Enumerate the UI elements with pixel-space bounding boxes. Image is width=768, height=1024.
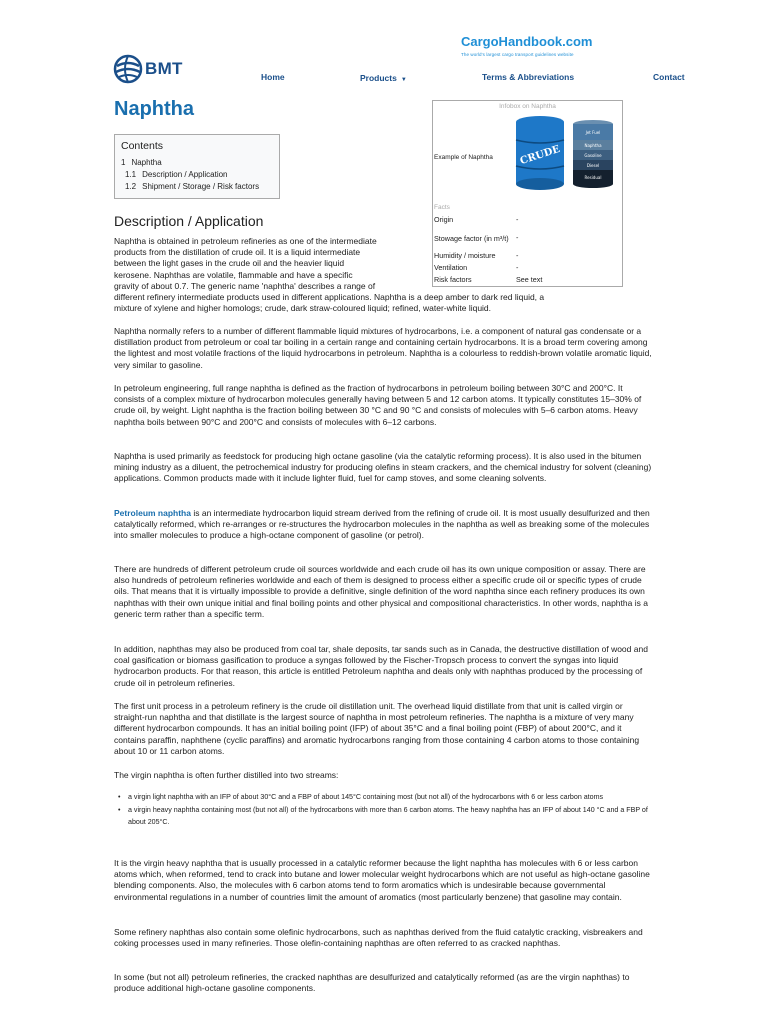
logo-text: BMT: [145, 59, 183, 78]
paragraph-line: different refinery intermediate products used in different applications. Naphtha is a deep amber to dark red liquid, a: [114, 292, 545, 302]
toc-item-description[interactable]: [121, 169, 273, 181]
fact-row-risk: [433, 274, 623, 286]
fact-key: Humidity / moisture: [434, 251, 496, 260]
paragraph-6: There are hundreds of different petroleum crude oil sources worldwide and each crude oil has its own unique composition or assay. There are also hundreds of petroleum refineries worldwide and each of them is designed to process either a specific crude oil or specific types of crude oils. That means that it is virtually impossible to provide a definitive, single definition of the word naphtha since each refinery produces its own naphthas with their own unique initial and final boiling points and other physical and compositional characteristics. In other words, naphtha is a generic term rather than a specific term.: [114, 564, 648, 619]
toc-label: Description / Application: [142, 170, 228, 179]
paragraph-1-intro: [114, 236, 424, 292]
paragraph-8: The first unit process in a petroleum refinery is the crude oil distillation unit. The overhead liquid distillate from that unit is called virgin or straight-run naphtha and that distillate is the largest source of naphtha in most petroleum refineries. The naphtha is a mixture of very many different hydrocarbon compounds. It has an initial boiling point (IFP) of about 35°C and a final boiling point (FBP) of about 200°C, and it contains paraffin, naphthene (cyclic paraffins) and aromatic hydrocarbons ranging from those containing 4 carbon atoms to those containing about 10 or 11 carbon atoms.: [114, 701, 640, 756]
fraction-residual: Residual: [584, 175, 602, 180]
bullet-list: [118, 791, 658, 829]
fact-key: Risk factors: [434, 275, 472, 284]
paragraph-5: [114, 508, 654, 542]
infobox-example-label: Example of Naphtha: [434, 154, 493, 161]
nav-products[interactable]: [360, 73, 407, 83]
fact-value: -: [516, 251, 519, 260]
facts-table: [433, 214, 623, 286]
toc-label: Shipment / Storage / Risk factors: [142, 182, 260, 191]
globe-icon: [113, 54, 143, 84]
nav-home[interactable]: Home: [261, 72, 285, 82]
paragraph-4: Naphtha is used primarily as feedstock for producing high octane gasoline (via the catalytic reforming process). It is also used in the bitumen mining industry as a diluent, the petrochemical industry for producing olefins in steam crackers, and the chemical industry for solvent (cleaning) applications. Common products made with it include lighter fluid, fuel for camp stoves, and some cleaning solvents.: [114, 451, 652, 484]
paragraph-line: products from the distillation of crude oil. It is a liquid intermediate: [114, 247, 361, 258]
fraction-diesel: Diesel: [586, 163, 600, 168]
fraction-jet-fuel: Jet Fuel: [585, 130, 601, 135]
paragraph-1-continued: [114, 292, 654, 314]
caret-down-icon: ▼: [400, 77, 407, 83]
page-title: Naphtha: [114, 98, 194, 120]
list-item: [118, 791, 658, 804]
fraction-naphtha: Naphtha: [584, 143, 602, 148]
paragraph-11: Some refinery naphthas also contain some olefinic hydrocarbons, such as naphthas derived from the fluid catalytic cracking, visbreakers and coking processes used in many refineries. Those olefin-containing naphthas are often referred to as cracked naphthas.: [114, 927, 643, 949]
paragraph-5-text: is an intermediate hydrocarbon liquid stream derived from the refining of crude oil. It is most usually desulfurized and then catalytically reformed, which re-arranges or re-structures the hydrocarbon molecules in the naphtha as well as breaking some of the molecules into smaller molecules to produce a high-octane component of gasoline (or petrol).: [114, 508, 650, 541]
infobox: [432, 100, 623, 287]
toc-num: 1.2: [125, 182, 137, 191]
toc-title: Contents: [121, 140, 164, 152]
infobox-title: Infobox on Naphtha: [499, 103, 556, 110]
toc-item-shipment[interactable]: [121, 181, 273, 193]
table-of-contents: [114, 134, 280, 199]
fact-value: -: [516, 263, 519, 272]
site-tagline: The world's largest cargo transport guidelines website: [461, 52, 574, 57]
barrel-label: CRUDE: [518, 143, 562, 168]
list-item-text: a virgin light naphtha with an IFP of about 30°C and a FBP of about 145°C containing most (but not all) of the hydrocarbons with 6 or less carbon atoms: [128, 793, 604, 801]
list-item: [118, 804, 658, 829]
toc-num: 1: [121, 158, 126, 167]
list-item-text: a virgin heavy naphtha containing most (but not all) of the hydrocarbons with more than 6 carbon atoms. The heavy naphtha has an IFP of about 140 °C and a FBP of about 205°C.: [128, 805, 648, 826]
paragraph-line: between the light gases in the crude oil and the heavier liquid: [114, 258, 345, 269]
fact-row-stowage: [433, 226, 623, 250]
toc-item-naphtha[interactable]: [121, 156, 273, 169]
facts-heading: Facts: [434, 204, 450, 211]
paragraph-9: The virgin naphtha is often further distilled into two streams:: [114, 770, 339, 780]
toc-num: 1.1: [125, 170, 137, 179]
paragraph-line: Naphtha is obtained in petroleum refineries as one of the intermediate: [114, 236, 377, 246]
paragraph-3: In petroleum engineering, full range naphtha is defined as the fraction of hydrocarbons in petroleum boiling between 30°C and 200°C. It consists of a complex mixture of hydrocarbon molecules generally having between 5 and 12 carbon atoms. It typically constitutes 15–30% of crude oil, by weight. Light naphtha is the fraction boiling between 30 °C and 90 °C and consists of molecules with 5–6 carbon atoms. Heavy naphtha boils between 90°C and 200°C and consists of molecules with 6–12 carbons.: [114, 383, 642, 427]
nav-terms[interactable]: Terms & Abbreviations: [482, 72, 575, 82]
paragraph-line: mixture of xylene and higher homologs; crude, dark straw-coloured liquid; refined, water-white liquid.: [114, 303, 492, 314]
toc-label: Naphtha: [131, 158, 162, 167]
bmt-logo[interactable]: [113, 54, 183, 84]
fact-value: -: [516, 215, 519, 224]
section-heading: Description / Application: [114, 213, 264, 229]
fact-value: See text: [516, 275, 543, 284]
paragraph-line: kerosene. Naphthas are volatile, flammable and have a specific: [114, 269, 353, 280]
fact-key: Origin: [434, 215, 454, 224]
bullet-icon: •: [118, 793, 121, 801]
bullet-icon: •: [118, 805, 121, 814]
site-brand-name[interactable]: CargoHandbook.com: [461, 34, 593, 49]
fact-row-humidity: [433, 250, 623, 262]
crude-barrel-image: [513, 110, 623, 202]
fraction-gasoline: Gasoline: [584, 153, 602, 158]
nav-products-label: Products: [360, 73, 397, 83]
paragraph-2: Naphtha normally refers to a number of different flammable liquid mixtures of hydrocarbons, i.e. a component of natural gas condensate or a distillation product from petroleum or coal tar boiling in a certain range and containing certain hydrocarbons. It is a broad term covering among the lightest and most volatile fractions of the liquid hydrocarbons in petroleum. Naphtha is a colourless to reddish-brown volatile aromatic liquid, very similar to gasoline.: [114, 326, 652, 370]
fact-row-ventilation: [433, 262, 623, 274]
petroleum-naphtha-link[interactable]: Petroleum naphtha: [114, 508, 191, 518]
paragraph-line: gravity of about 0.7. The generic name 'naphtha' describes a range of: [114, 280, 376, 291]
paragraph-7: In addition, naphthas may also be produced from coal tar, shale deposits, tar sands such as in Canada, the destructive distillation of wood and coal gasification or biomass gasification to produce a syngas followed by the Fischer-Tropsch process to convert the syngas into liquid hydrocarbon products. For that reason, this article is entitled Petroleum naphtha and deals only with naphthas produced by the processing of crude oil in petroleum refineries.: [114, 644, 648, 688]
nav-contact[interactable]: Contact: [653, 72, 685, 82]
paragraph-10: It is the virgin heavy naphtha that is usually processed in a catalytic reformer because the light naphtha has molecules with 6 or less carbon atoms which, when reformed, tend to crack into butane and lower molecular weight hydrocarbons which are not useful as high-octane gasoline blending components. Also, the molecules with 6 carbon atoms tend to form aromatics which is undesirable because governmental environmental regulations in a number of countries limit the amount of aromatics (most particularly benzene) that gasoline may contain.: [114, 858, 650, 902]
fact-row-origin: [433, 214, 623, 226]
fact-value: -: [516, 233, 519, 242]
fact-key: Stowage factor (in m³/t): [434, 234, 509, 243]
fact-key: Ventilation: [434, 263, 468, 272]
paragraph-12: In some (but not all) petroleum refineries, the cracked naphthas are desulfurized and catalytically reformed (as are the virgin naphthas) to produce additional high-octane gasoline components.: [114, 972, 630, 994]
